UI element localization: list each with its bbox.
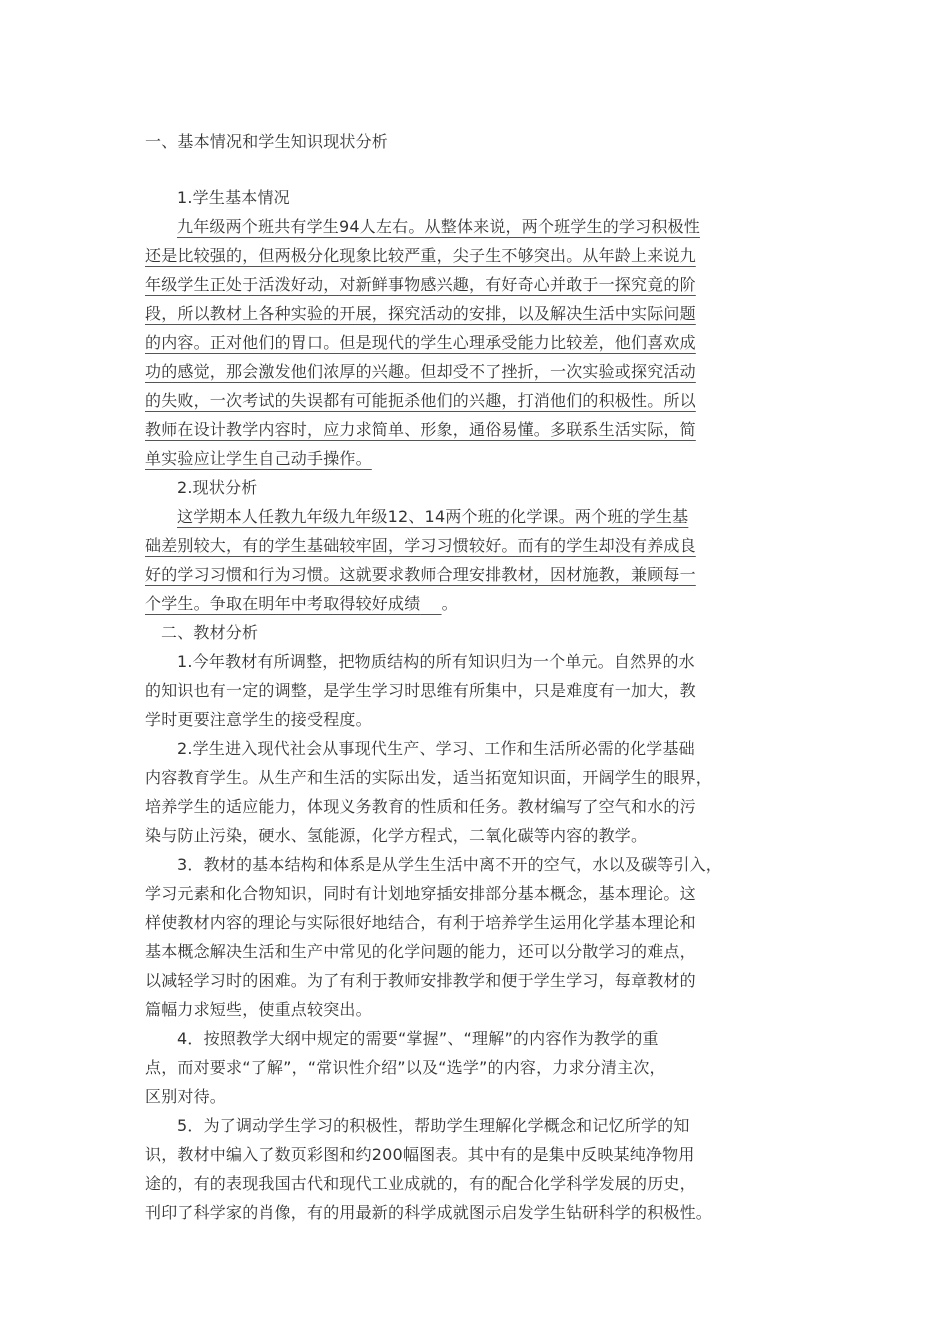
paragraph-line: 还是比较强的，但两极分化现象比较严重，尖子生不够突出。从年龄上来说九 bbox=[145, 246, 696, 265]
paragraph-line: 的知识也有一定的调整，是学生学习时思维有所集中，只是难度有一加大，教 bbox=[145, 681, 696, 700]
paragraph-line: 个学生。争取在明年中考取得较好成绩 。 bbox=[145, 594, 458, 613]
section-heading-material: 二、教材分析 bbox=[161, 623, 259, 642]
paragraph-line: 2.学生进入现代社会从事现代生产、学习、工作和生活所必需的化学基础 bbox=[177, 739, 695, 758]
section-basic-body bbox=[145, 183, 825, 1227]
paragraph-line: 染与防止污染，硬水、氢能源，化学方程式，二氧化碳等内容的教学。 bbox=[145, 826, 648, 845]
paragraph-line: 篇幅力求短些，使重点较突出。 bbox=[145, 1000, 372, 1019]
paragraph-line: 识，教材中编入了数页彩图和约200幅图表。其中有的是集中反映某纯净物用 bbox=[145, 1145, 695, 1164]
paragraph-line: 5．为了调动学生学习的积极性，帮助学生理解化学概念和记忆所学的知 bbox=[177, 1116, 690, 1135]
paragraph-line: 区别对待。 bbox=[145, 1087, 227, 1106]
paragraph-line: 样使教材内容的理论与实际很好地结合，有利于培养学生运用化学基本理论和 bbox=[145, 913, 696, 932]
paragraph-line: 单实验应让学生自己动手操作。 bbox=[145, 449, 372, 468]
paragraph-line: 刊印了科学家的肖像，有的用最新的科学成就图示启发学生钻研科学的积极性。 bbox=[145, 1203, 713, 1222]
paragraph-line: 的失败，一次考试的失误都有可能扼杀他们的兴趣，打消他们的积极性。所以 bbox=[145, 391, 696, 410]
heading-text: 一、基本情况和学生知识现状分析 bbox=[145, 132, 389, 151]
paragraph-line: 点，而对要求“了解”，“常识性介绍”以及“选学”的内容，力求分清主次， bbox=[145, 1058, 666, 1077]
paragraph-line: 学时更要注意学生的接受程度。 bbox=[145, 710, 372, 729]
paragraph-line: 功的感觉，那会激发他们浓厚的兴趣。但却受不了挫折，一次实验或探究活动 bbox=[145, 362, 696, 381]
subheading-student-situation: 1.学生基本情况 bbox=[177, 188, 290, 207]
paragraph-line: 途的，有的表现我国古代和现代工业成就的，有的配合化学科学发展的历史， bbox=[145, 1174, 696, 1193]
paragraph-line: 培养学生的适应能力，体现义务教育的性质和任务。教材编写了空气和水的污 bbox=[145, 797, 696, 816]
paragraph-line: 九年级两个班共有学生94人左右。从整体来说，两个班学生的学习积极性 bbox=[177, 217, 700, 236]
paragraph-line: 教师在设计教学内容时，应力求简单、形象，通俗易懂。多联系生活实际，简 bbox=[145, 420, 696, 439]
paragraph-line: 的内容。正对他们的胃口。但是现代的学生心理承受能力比较差，他们喜欢成 bbox=[145, 333, 696, 352]
paragraph-line: 好的学习习惯和行为习惯。这就要求教师合理安排教材，因材施教，兼顾每一 bbox=[145, 565, 696, 584]
paragraph-line: 段，所以教材上各种实验的开展，探究活动的安排，以及解决生活中实际问题 bbox=[145, 304, 696, 323]
paragraph-line: 内容教育学生。从生产和生活的实际出发，适当拓宽知识面，开阔学生的眼界， bbox=[145, 768, 713, 787]
paragraph-line: 础差别较大，有的学生基础较牢固，学习习惯较好。而有的学生却没有养成良 bbox=[145, 536, 696, 555]
paragraph-line: 3．教材的基本结构和体系是从学生生活中离不开的空气，水以及碳等引入， bbox=[177, 855, 722, 874]
paragraph-line: 这学期本人任教九年级九年级12、14两个班的化学课。两个班的学生基 bbox=[177, 507, 689, 526]
paragraph-line: 以减轻学习时的困难。为了有利于教师安排教学和便于学生学习，每章教材的 bbox=[145, 971, 696, 990]
paragraph-line: 4．按照教学大纲中规定的需要“掌握”、“理解”的内容作为教学的重 bbox=[177, 1029, 659, 1048]
paragraph-line: 年级学生正处于活泼好动，对新鲜事物感兴趣，有好奇心并敢于一探究竟的阶 bbox=[145, 275, 696, 294]
paragraph-line: 基本概念解决生活和生产中常见的化学问题的能力，还可以分散学习的难点， bbox=[145, 942, 696, 961]
paragraph-line: 1.今年教材有所调整，把物质结构的所有知识归为一个单元。自然界的水 bbox=[177, 652, 695, 671]
section-heading-basic bbox=[145, 127, 825, 156]
subheading-status-analysis: 2.现状分析 bbox=[177, 478, 258, 497]
paragraph-line: 学习元素和化合物知识，同时有计划地穿插安排部分基本概念，基本理论。这 bbox=[145, 884, 696, 903]
